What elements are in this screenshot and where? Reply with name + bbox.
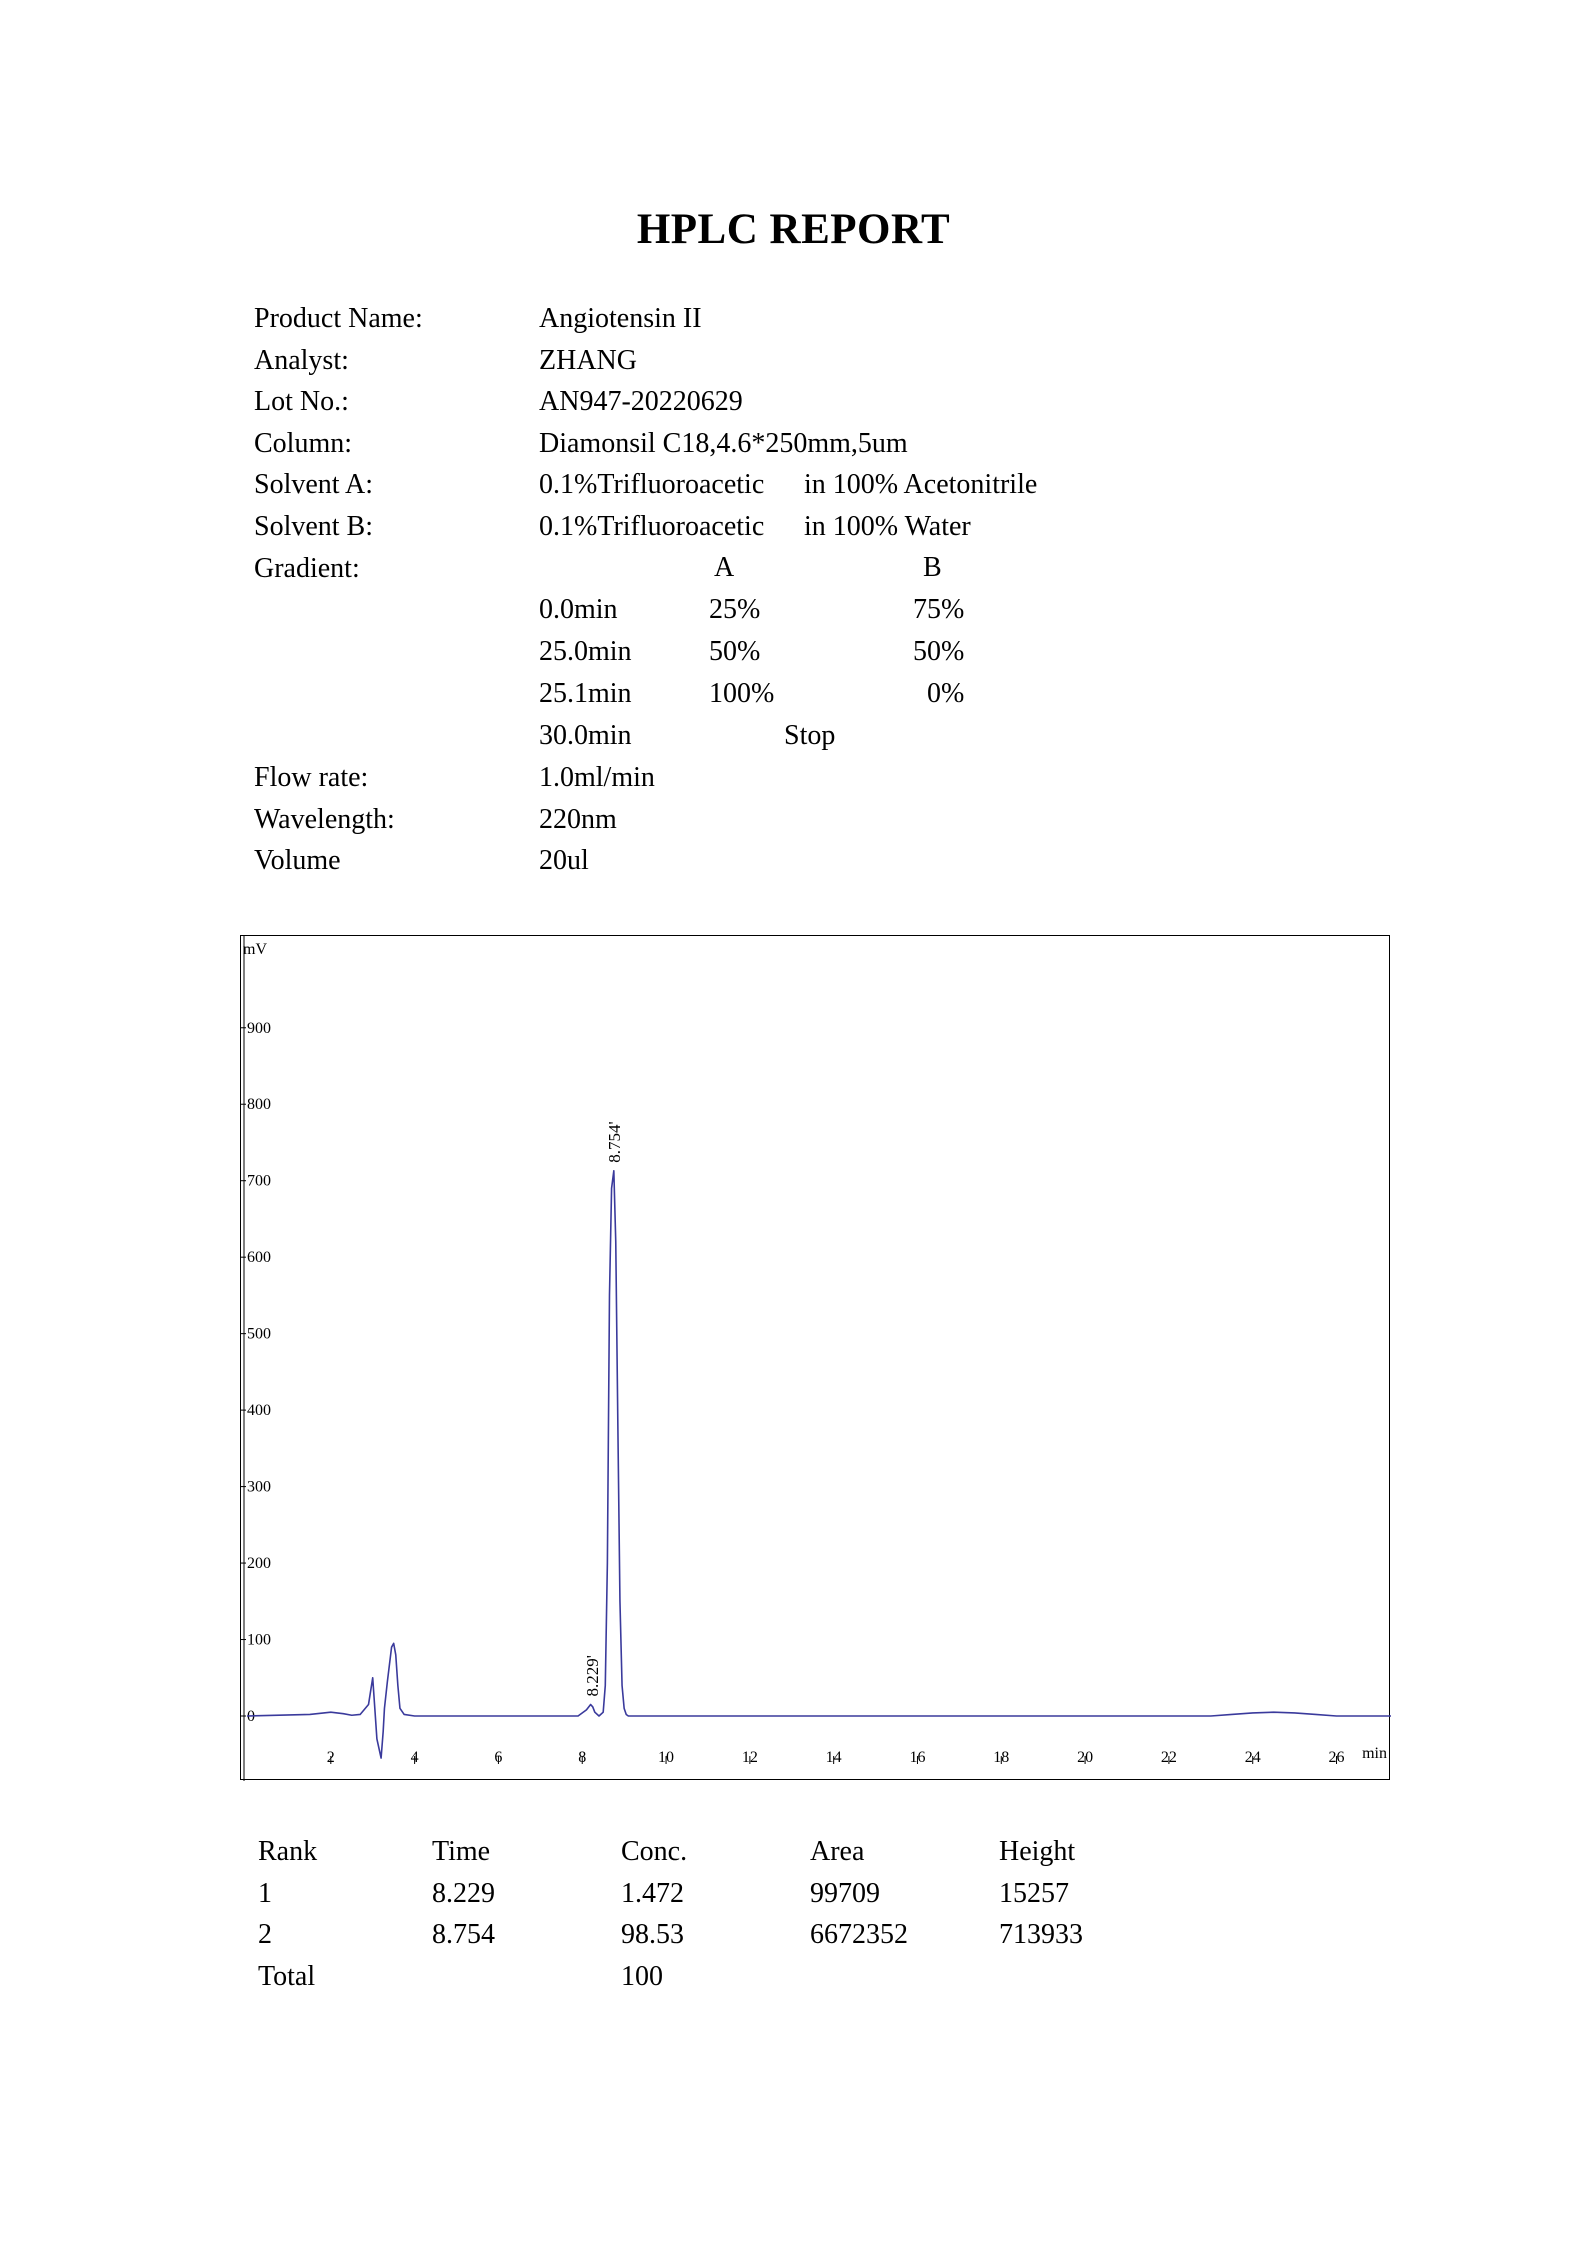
x-tick-label: 16 xyxy=(909,1749,926,1766)
analyst-label: Analyst: xyxy=(254,344,349,376)
gradient-time: 25.0min xyxy=(539,636,632,667)
gradient-a: 25% xyxy=(709,594,761,625)
peak-label: 8.229' xyxy=(582,1655,602,1697)
rank-cell: 1 xyxy=(258,1877,272,1909)
solvent-b-medium: in 100% Water xyxy=(804,510,971,542)
gradient-row xyxy=(539,673,1039,715)
results-table xyxy=(258,1831,1158,1997)
wavelength-label: Wavelength: xyxy=(254,803,395,835)
time-cell: 8.229 xyxy=(432,1877,495,1909)
y-tick-label: 700 xyxy=(247,1172,271,1190)
table-row xyxy=(258,1873,1158,1915)
gradient-header xyxy=(539,547,1039,589)
rank-cell: 2 xyxy=(258,1919,272,1950)
y-tick-label: 800 xyxy=(247,1096,271,1114)
y-tick-label: 100 xyxy=(247,1631,271,1649)
gradient-a: 50% xyxy=(709,636,761,667)
rank-cell: Total xyxy=(258,1960,316,1992)
flow-rate-value: 1.0ml/min xyxy=(539,762,655,793)
gradient-row xyxy=(539,589,1039,631)
x-tick-label: 10 xyxy=(658,1749,675,1766)
y-tick-label: 300 xyxy=(247,1478,271,1496)
chromatogram-plot xyxy=(241,936,1391,1781)
flow-rate-label: Flow rate: xyxy=(254,762,369,793)
x-axis-label: min xyxy=(1362,1745,1387,1762)
gradient-b: 0% xyxy=(927,678,965,709)
solvent-a-label: Solvent A: xyxy=(254,469,374,501)
wavelength-value: 220nm xyxy=(539,803,617,835)
gradient-time: 0.0min xyxy=(539,594,618,625)
x-tick-label: 18 xyxy=(993,1749,1010,1766)
col-conc-header: Conc. xyxy=(621,1836,688,1867)
x-tick-label: 12 xyxy=(741,1749,758,1766)
gradient-table xyxy=(539,547,1039,757)
gradient-header-b: B xyxy=(923,552,942,583)
x-tick-label: 26 xyxy=(1328,1749,1345,1766)
gradient-row xyxy=(539,715,1039,757)
table-row-total xyxy=(258,1956,1158,1998)
gradient-b: 50% xyxy=(913,636,965,667)
x-tick-label: 8 xyxy=(578,1749,587,1766)
conc-cell: 98.53 xyxy=(621,1919,684,1950)
column-value: Diamonsil C18,4.6*250mm,5um xyxy=(539,427,908,459)
gradient-b: 75% xyxy=(913,594,965,625)
col-height-header: Height xyxy=(999,1836,1076,1867)
area-cell: 99709 xyxy=(810,1877,880,1909)
solvent-b-value: 0.1%Trifluoroacetic xyxy=(539,510,765,542)
x-tick-label: 20 xyxy=(1077,1749,1094,1766)
volume-value: 20ul xyxy=(539,845,589,877)
y-tick-label: 200 xyxy=(247,1555,271,1573)
report-title: HPLC REPORT xyxy=(636,206,951,253)
x-tick-label: 4 xyxy=(410,1749,419,1766)
conc-cell: 1.472 xyxy=(621,1877,684,1909)
y-axis-label: mV xyxy=(243,941,267,958)
x-tick-label: 24 xyxy=(1244,1749,1261,1766)
y-tick-label: 500 xyxy=(247,1325,271,1343)
column-label: Column: xyxy=(254,427,353,459)
gradient-time: 25.1min xyxy=(539,678,632,709)
chromatogram xyxy=(240,935,1390,1780)
x-tick-label: 22 xyxy=(1160,1749,1177,1766)
table-row xyxy=(258,1914,1158,1956)
col-time-header: Time xyxy=(432,1836,491,1867)
col-rank-header: Rank xyxy=(258,1836,318,1867)
area-cell: 6672352 xyxy=(810,1919,908,1950)
gradient-time: 30.0min xyxy=(539,720,632,751)
peak-label: 8.754' xyxy=(604,1121,624,1163)
gradient-header-a: A xyxy=(714,552,735,583)
analyst-value: ZHANG xyxy=(539,344,637,376)
lot-value: AN947-20220629 xyxy=(539,386,743,418)
x-tick-label: 6 xyxy=(494,1749,503,1766)
x-tick-label: 14 xyxy=(825,1749,842,1766)
chromatogram-trace xyxy=(247,1171,1391,1758)
height-cell: 713933 xyxy=(999,1919,1083,1950)
col-area-header: Area xyxy=(810,1836,865,1867)
x-tick-label: 2 xyxy=(326,1749,335,1766)
gradient-stop: Stop xyxy=(784,720,836,751)
time-cell: 8.754 xyxy=(432,1919,495,1950)
y-tick-label: 900 xyxy=(247,1019,271,1037)
results-header xyxy=(258,1831,1158,1873)
lot-label: Lot No.: xyxy=(254,386,349,418)
conc-cell: 100 xyxy=(621,1960,663,1992)
gradient-a: 100% xyxy=(709,678,775,709)
product-name-value: Angiotensin II xyxy=(539,303,702,334)
gradient-label: Gradient: xyxy=(254,552,360,584)
volume-label: Volume xyxy=(254,845,341,877)
height-cell: 15257 xyxy=(999,1877,1069,1909)
y-tick-label: 400 xyxy=(247,1402,271,1420)
y-tick-label: 600 xyxy=(247,1249,271,1267)
solvent-a-value: 0.1%Trifluoroacetic xyxy=(539,469,765,501)
product-name-label: Product Name: xyxy=(254,303,423,334)
solvent-b-label: Solvent B: xyxy=(254,510,374,542)
y-tick-label: 0 xyxy=(247,1708,255,1725)
solvent-a-medium: in 100% Acetonitrile xyxy=(804,469,1038,501)
gradient-row xyxy=(539,631,1039,673)
